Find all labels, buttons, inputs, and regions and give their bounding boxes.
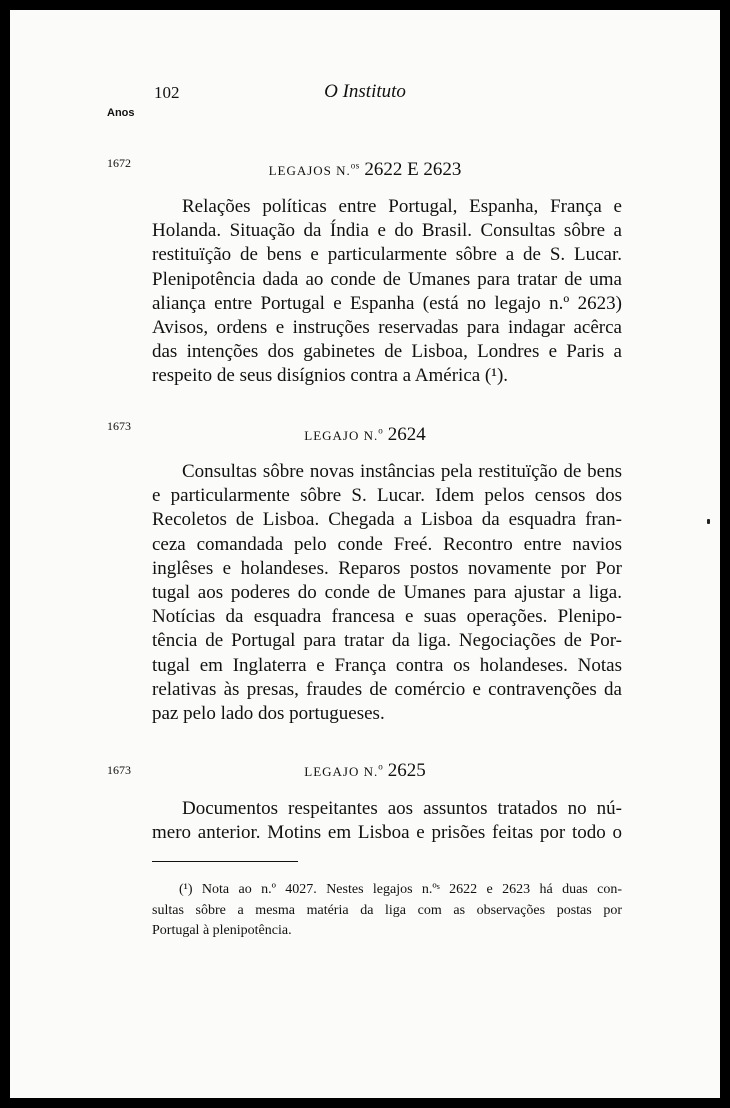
paragraph-line: aliança entre Portugal e Espanha (está no legajo n.º 2623) [152, 292, 622, 314]
paragraph-line: das intenções dos gabinetes de Lisboa, Londres e Paris a [152, 341, 622, 363]
paragraph-line: Relações políticas entre Portugal, Espanha, França e [182, 196, 622, 217]
running-title: O Instituto [324, 81, 406, 102]
ink-speck [707, 519, 710, 524]
paragraph-line: tugal aos poderes do conde de Umanes para ajustar a liga. [152, 581, 622, 603]
section-paragraph [152, 195, 622, 389]
footnote-line: (¹) Nota ao n.º 4027. Nestes legajos n.ºˢ 2622 e 2623 há duas con- [179, 882, 622, 897]
paragraph-line: Notícias da esquadra francesa e suas operações. Plenipo- [152, 606, 622, 628]
section-paragraph [152, 460, 622, 726]
heading-numbers: 2622 E 2623 [364, 159, 462, 180]
paragraph-line: Documentos respeitantes aos assuntos tratados no nú- [182, 798, 622, 819]
paragraph-line: restituïção de bens e particularmente sôbre a de S. Lucar. [152, 244, 622, 266]
footnote-line: sultas sôbre a mesma matéria da liga com as observações postas por [152, 902, 622, 918]
paragraph-line: tugal em Inglaterra e França contra os holandeses. Notas [152, 654, 622, 676]
footnote [152, 880, 622, 942]
paragraph-line: Holanda. Situação da Índia e do Brasil. Consultas sôbre a [152, 220, 622, 242]
section-paragraph [152, 797, 622, 845]
footnote-rule [152, 861, 298, 862]
paragraph-line: tência de Portugal para tratar da liga. Negociações de Por- [152, 630, 622, 652]
section-heading [10, 760, 720, 782]
paragraph-line: relativas às presas, fraudes de comércio e contravenções da [152, 678, 622, 700]
paragraph-line: ceza comandada pelo conde Freé. Recontro entre navios [152, 533, 622, 555]
page-number: 102 [154, 83, 180, 102]
heading-superscript: o [378, 761, 384, 772]
heading-superscript: os [350, 160, 360, 171]
section-heading [10, 159, 720, 181]
section-year: 1673 [107, 763, 131, 777]
paragraph-line: e particularmente sôbre S. Lucar. Idem pelos censos dos [152, 485, 622, 507]
section-heading [10, 424, 720, 446]
paragraph-line: Plenipotência dada ao conde de Umanes para tratar de uma [152, 268, 622, 290]
footnote-line: Portugal à plenipotência. [152, 923, 292, 938]
heading-superscript: o [378, 425, 384, 436]
paragraph-line: Recoletos de Lisboa. Chegada a Lisboa da esquadra fran- [152, 509, 622, 531]
section-year: 1672 [107, 156, 131, 170]
heading-prefix: LEGAJO N. [304, 428, 379, 443]
paragraph-line: respeito de seus disígnios contra a América (¹). [152, 365, 509, 387]
paragraph-line: paz pelo lado dos portugueses. [152, 702, 385, 724]
margin-heading: Anos [107, 107, 135, 119]
heading-numbers: 2625 [387, 760, 426, 781]
document-page [10, 10, 720, 1098]
paragraph-line: inglêses e holandeses. Reparos postos novamente por Por [152, 557, 622, 579]
paragraph-line: mero anterior. Motins em Lisboa e prisões feitas por todo o [152, 822, 622, 844]
paragraph-line: Consultas sôbre novas instâncias pela restituïção de bens [182, 461, 622, 482]
section-year: 1673 [107, 419, 131, 433]
heading-prefix: LEGAJO N. [304, 764, 379, 779]
heading-numbers: 2624 [387, 424, 426, 445]
heading-prefix: LEGAJOS N. [268, 163, 351, 178]
paragraph-line: Avisos, ordens e instruções reservadas para indagar acêrca [152, 316, 622, 338]
